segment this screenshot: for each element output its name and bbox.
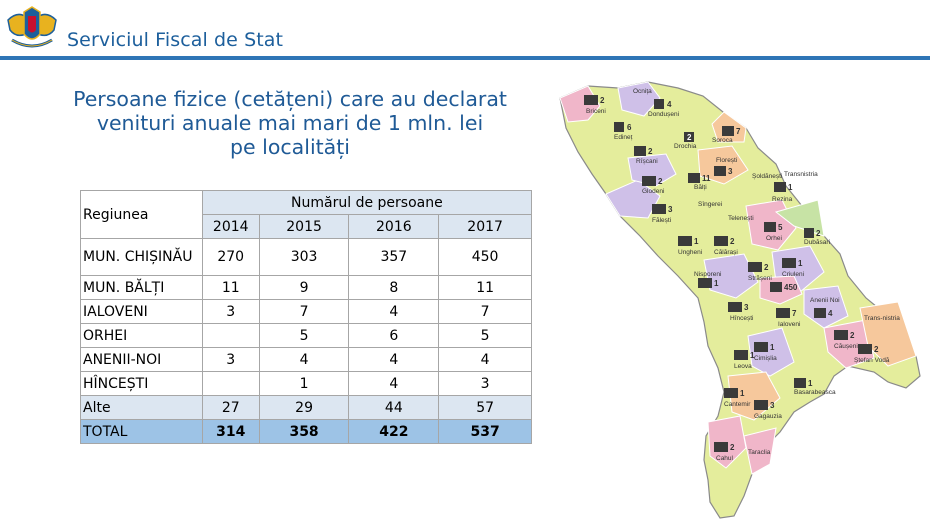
value-cell: 4 xyxy=(259,348,349,372)
svg-text:Glodeni: Glodeni xyxy=(642,188,665,195)
svg-text:2: 2 xyxy=(730,237,735,246)
declarations-table xyxy=(80,190,532,444)
value-cell: 57 xyxy=(439,396,532,420)
column-header-year: 2014 xyxy=(202,215,259,239)
value-cell: 9 xyxy=(259,276,349,300)
total-row xyxy=(81,420,532,444)
svg-text:2: 2 xyxy=(730,443,735,452)
value-cell xyxy=(202,324,259,348)
svg-text:Cantemir: Cantemir xyxy=(724,401,751,408)
svg-text:3: 3 xyxy=(770,401,775,410)
column-header-year: 2017 xyxy=(439,215,532,239)
region-cell: MUN. CHIȘINĂU xyxy=(81,239,203,276)
svg-text:Căușeni: Căușeni xyxy=(834,343,858,350)
map-marker-edinet xyxy=(614,122,633,141)
svg-text:4: 4 xyxy=(828,309,833,318)
svg-text:2: 2 xyxy=(874,345,879,354)
svg-text:3: 3 xyxy=(744,303,749,312)
map-label-ocnita: Ocnița xyxy=(633,88,652,95)
svg-text:Călărași: Călărași xyxy=(714,249,738,256)
map-label-telenesti: Telenești xyxy=(728,215,754,222)
svg-text:11: 11 xyxy=(702,174,711,183)
value-cell: 8 xyxy=(349,276,439,300)
svg-text:2: 2 xyxy=(687,133,692,142)
region-cell: ORHEI xyxy=(81,324,203,348)
map-label-transnistria-south: Trans-nistria xyxy=(864,315,900,322)
svg-text:2: 2 xyxy=(658,177,663,186)
svg-text:5: 5 xyxy=(778,223,783,232)
svg-text:3: 3 xyxy=(728,167,733,176)
value-cell: 3 xyxy=(202,348,259,372)
svg-text:Rezina: Rezina xyxy=(772,196,793,203)
value-cell: 270 xyxy=(202,239,259,276)
title-line-1: Persoane fizice (cetățeni) care au declarat xyxy=(73,87,507,111)
value-cell: 44 xyxy=(349,396,439,420)
moldova-district-map xyxy=(548,76,928,524)
value-cell: 4 xyxy=(439,348,532,372)
value-cell: 5 xyxy=(439,324,532,348)
column-header-year: 2015 xyxy=(259,215,349,239)
coat-of-arms-logo xyxy=(4,4,60,54)
map-label-transnistria-north: Transnistria xyxy=(784,171,818,178)
value-cell: 1 xyxy=(259,372,349,396)
svg-text:1: 1 xyxy=(798,259,803,268)
map-label-singerei: Sîngerei xyxy=(698,201,723,208)
value-cell: 7 xyxy=(259,300,349,324)
region-cell: IALOVENI xyxy=(81,300,203,324)
svg-text:Anenii Noi: Anenii Noi xyxy=(810,297,840,304)
value-cell: 11 xyxy=(439,276,532,300)
header xyxy=(0,0,930,60)
region-cell: HÎNCEȘTI xyxy=(81,372,203,396)
svg-text:6: 6 xyxy=(627,123,632,132)
page-title xyxy=(60,87,520,159)
svg-text:Dubăsari: Dubăsari xyxy=(804,239,831,246)
total-cell: 358 xyxy=(259,420,349,444)
region-cell: MUN. BĂLȚI xyxy=(81,276,203,300)
svg-text:Drochia: Drochia xyxy=(674,143,697,150)
svg-text:1: 1 xyxy=(808,379,813,388)
total-cell: 314 xyxy=(202,420,259,444)
svg-text:2: 2 xyxy=(648,147,653,156)
svg-text:Rîșcani: Rîșcani xyxy=(636,158,658,165)
map-marker-nisporeni xyxy=(694,271,721,288)
svg-text:3: 3 xyxy=(668,205,673,214)
svg-text:2: 2 xyxy=(816,229,821,238)
table-row xyxy=(81,348,532,372)
svg-text:Hîncești: Hîncești xyxy=(730,315,754,322)
title-line-3: pe localități xyxy=(230,135,350,159)
table-row xyxy=(81,300,532,324)
column-header-region: Regiunea xyxy=(81,191,203,239)
organization-name: Serviciul Fiscal de Stat xyxy=(67,29,284,51)
value-cell: 3 xyxy=(202,300,259,324)
svg-text:Orhei: Orhei xyxy=(766,235,782,242)
value-cell: 5 xyxy=(259,324,349,348)
table-row xyxy=(81,239,532,276)
svg-text:2: 2 xyxy=(764,263,769,272)
svg-text:Leova: Leova xyxy=(734,363,752,370)
value-cell: 303 xyxy=(259,239,349,276)
svg-text:4: 4 xyxy=(667,100,672,109)
value-cell: 4 xyxy=(349,300,439,324)
value-cell: 4 xyxy=(349,372,439,396)
svg-text:1: 1 xyxy=(750,351,755,360)
svg-text:Dondușeni: Dondușeni xyxy=(648,111,680,118)
svg-text:1: 1 xyxy=(770,343,775,352)
title-line-2: venituri anuale mai mari de 1 mln. lei xyxy=(96,111,484,135)
svg-text:450: 450 xyxy=(784,283,798,292)
value-cell: 29 xyxy=(259,396,349,420)
table-row xyxy=(81,324,532,348)
map-label-soldanesti: Șoldănești xyxy=(752,173,783,180)
value-cell: 4 xyxy=(349,348,439,372)
table-row xyxy=(81,276,532,300)
svg-text:7: 7 xyxy=(792,309,797,318)
svg-text:Edineț: Edineț xyxy=(614,134,633,141)
column-header-group: Numărul de persoane xyxy=(202,191,531,215)
svg-text:Ștefan Vodă: Ștefan Vodă xyxy=(854,357,890,364)
svg-text:1: 1 xyxy=(740,389,745,398)
svg-text:Florești: Florești xyxy=(716,157,738,164)
value-cell: 11 xyxy=(202,276,259,300)
svg-text:Strășeni: Strășeni xyxy=(748,275,772,282)
region-cell: ANENII-NOI xyxy=(81,348,203,372)
svg-text:Cimișlia: Cimișlia xyxy=(754,355,777,362)
map-marker-glodeni xyxy=(642,176,664,195)
svg-text:Briceni: Briceni xyxy=(586,108,606,115)
total-cell: 537 xyxy=(439,420,532,444)
svg-text:Cahul: Cahul xyxy=(716,455,733,462)
svg-text:1: 1 xyxy=(788,183,793,192)
value-cell: 3 xyxy=(439,372,532,396)
value-cell xyxy=(202,372,259,396)
map-label-taraclia: Taraclia xyxy=(748,449,771,456)
total-cell: 422 xyxy=(349,420,439,444)
header-divider xyxy=(0,56,930,60)
map-marker-dubasari xyxy=(804,228,830,246)
svg-text:Basarabeasca: Basarabeasca xyxy=(794,389,836,396)
svg-text:2: 2 xyxy=(850,331,855,340)
svg-text:Bălți: Bălți xyxy=(694,184,707,191)
svg-text:1: 1 xyxy=(694,237,699,246)
svg-text:2: 2 xyxy=(600,96,605,105)
table-header-row xyxy=(81,191,532,215)
value-cell: 450 xyxy=(439,239,532,276)
region-cell: Alte xyxy=(81,396,203,420)
value-cell: 27 xyxy=(202,396,259,420)
svg-text:Ialoveni: Ialoveni xyxy=(778,321,801,328)
svg-text:Soroca: Soroca xyxy=(712,137,733,144)
value-cell: 6 xyxy=(349,324,439,348)
svg-text:Gagauzia: Gagauzia xyxy=(754,413,782,420)
svg-text:7: 7 xyxy=(736,127,741,136)
value-cell: 7 xyxy=(439,300,532,324)
svg-text:1: 1 xyxy=(714,279,719,288)
svg-text:Ungheni: Ungheni xyxy=(678,249,703,256)
svg-text:Criuleni: Criuleni xyxy=(782,271,805,278)
svg-text:Fălești: Fălești xyxy=(652,217,672,224)
table-row xyxy=(81,372,532,396)
total-label: TOTAL xyxy=(81,420,203,444)
svg-text:Nisporeni: Nisporeni xyxy=(694,271,722,278)
value-cell: 357 xyxy=(349,239,439,276)
table-row xyxy=(81,396,532,420)
column-header-year: 2016 xyxy=(349,215,439,239)
